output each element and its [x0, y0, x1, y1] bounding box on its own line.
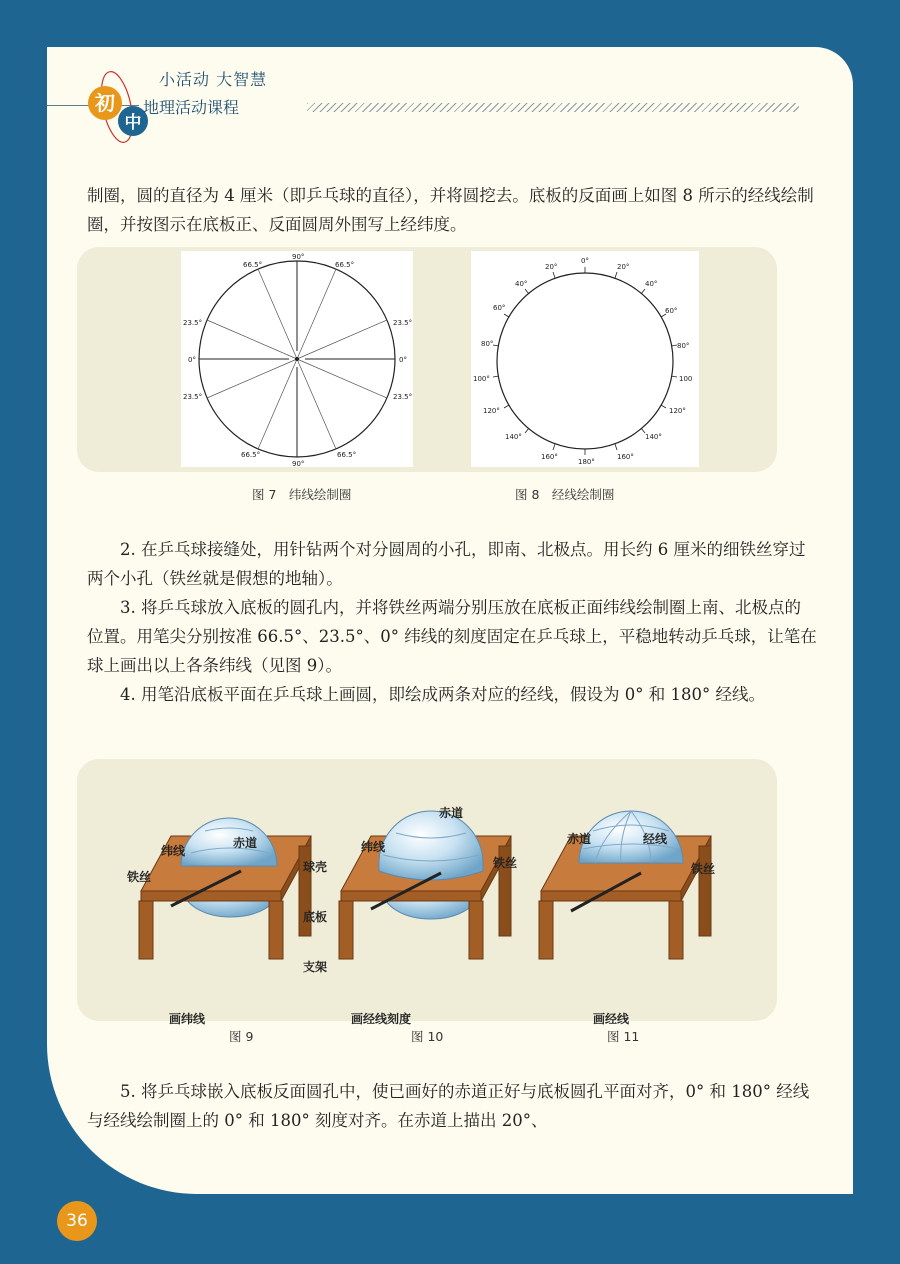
fig8-label-r60: 60° — [665, 307, 678, 315]
fig8-label-0: 0° — [581, 257, 589, 265]
fig9-label-tiesi: 铁丝 — [127, 870, 152, 884]
fig9-label-diban: 底板 — [303, 910, 328, 924]
fig7-label-right0: 0° — [399, 356, 407, 364]
fig10-apparatus — [339, 811, 511, 959]
fig11-label-jingxian: 经线 — [643, 832, 668, 846]
fig9-label-weixian: 纬线 — [161, 844, 186, 858]
paragraph-3: 3. 将乒乓球放入底板的圆孔内，并将铁丝两端分别压放在底板正面纬线绘制圈上南、北极点的位置。用笔尖分别按准 66.5°、23.5°、0° 纬线的刻度固定在乒乓球上，平稳地转动乒乓球，让笔在球上画出以上各条纬线（见图 9）。 — [87, 598, 817, 675]
fig7-label-mr2: 23.5° — [393, 393, 413, 401]
fig11-apparatus — [539, 811, 711, 959]
fig7-label-left0: 0° — [188, 356, 196, 364]
figures-9-11-illustrations — [121, 771, 747, 1026]
fig10-caption: 图 10 — [411, 1029, 444, 1044]
fig7-label-bottom: 90° — [292, 460, 305, 468]
fig8-label-r120: 120° — [669, 407, 686, 415]
fig8-label-r160: 160° — [617, 453, 634, 461]
paragraph-1: 制圈，圆的直径为 4 厘米（即乒乓球的直径），并将圆挖去。底板的反面画上如图 8 所示的经线绘制圈，并按图示在底板正、反面圆周外围写上经纬度。 — [87, 186, 814, 234]
fig9-label-chidao: 赤道 — [233, 836, 258, 850]
fig8-label-r40: 40° — [645, 280, 658, 288]
fig9-label-qiuke: 球壳 — [303, 860, 328, 874]
fig7-label-mr1: 23.5° — [393, 319, 413, 327]
fig8-label-r80: 80° — [677, 342, 690, 350]
fig8-label-l120: 120° — [483, 407, 500, 415]
fig9-label-zhijia: 支架 — [303, 960, 328, 974]
fig8-label-l20: 20° — [545, 263, 558, 271]
fig7-label-top: 90° — [292, 253, 305, 261]
header-slogan: 小活动 大智慧 — [159, 70, 268, 89]
header-course: 地理活动课程 — [143, 98, 240, 117]
header-hatch — [307, 103, 799, 112]
page-number: 36 — [57, 1201, 97, 1241]
fig7-latitude-circle — [181, 251, 413, 467]
fig7-label-ul: 66.5° — [243, 261, 263, 269]
fig8-label-l160: 160° — [541, 453, 558, 461]
fig10-title: 画经线刻度 — [351, 1012, 412, 1026]
fig7-label-ml1: 23.5° — [183, 319, 203, 327]
paragraph-4: 4. 用笔沿底板平面在乒乓球上画圆，即绘成两条对应的经线，假设为 0° 和 180° 经线。 — [120, 685, 765, 704]
fig9-apparatus — [139, 818, 311, 959]
fig11-caption: 图 11 — [607, 1029, 640, 1044]
fig8-label-l60: 60° — [493, 304, 506, 312]
fig11-label-tiesi: 铁丝 — [691, 862, 716, 876]
fig7-label-ll: 66.5° — [241, 451, 261, 459]
fig8-longitude-circle — [471, 251, 699, 467]
fig9-caption: 图 9 — [229, 1029, 254, 1044]
fig11-label-chidao: 赤道 — [567, 832, 592, 846]
paragraph-5: 5. 将乒乓球嵌入底板反面圆孔中，使已画好的赤道正好与底板圆孔平面对齐，0° 和 180° 经线与经线绘制圈上的 0° 和 180° 刻度对齐。在赤道上描出 20°、 — [87, 1082, 810, 1130]
fig8-label-r100: 100 — [679, 375, 693, 383]
fig11-title: 画经线 — [593, 1012, 630, 1026]
fig8-label-180: 180° — [578, 458, 595, 466]
fig8-label-l140: 140° — [505, 433, 522, 441]
fig10-label-weixian: 纬线 — [361, 840, 386, 854]
fig7-caption: 图 7 纬线绘制圈 — [252, 487, 352, 502]
fig8-label-l100: 100° — [473, 375, 490, 383]
fig10-label-tiesi: 铁丝 — [493, 856, 518, 870]
fig7-label-ur: 66.5° — [335, 261, 355, 269]
fig8-label-r20: 20° — [617, 263, 630, 271]
fig8-caption: 图 8 经线绘制圈 — [515, 487, 615, 502]
fig7-label-ml2: 23.5° — [183, 393, 203, 401]
fig8-label-r140: 140° — [645, 433, 662, 441]
fig10-label-chidao: 赤道 — [439, 806, 464, 820]
fig7-label-lr: 66.5° — [337, 451, 357, 459]
fig8-label-l80: 80° — [481, 340, 494, 348]
logo-char-1: 初 — [95, 91, 115, 115]
page — [47, 47, 853, 1194]
logo-char-2: 中 — [124, 113, 142, 133]
paragraph-2: 2. 在乒乓球接缝处，用针钻两个对分圆周的小孔，即南、北极点。用长约 6 厘米的细铁丝穿过两个小孔（铁丝就是假想的地轴）。 — [87, 540, 806, 588]
fig8-label-l40: 40° — [515, 280, 528, 288]
fig9-title: 画纬线 — [169, 1012, 206, 1026]
